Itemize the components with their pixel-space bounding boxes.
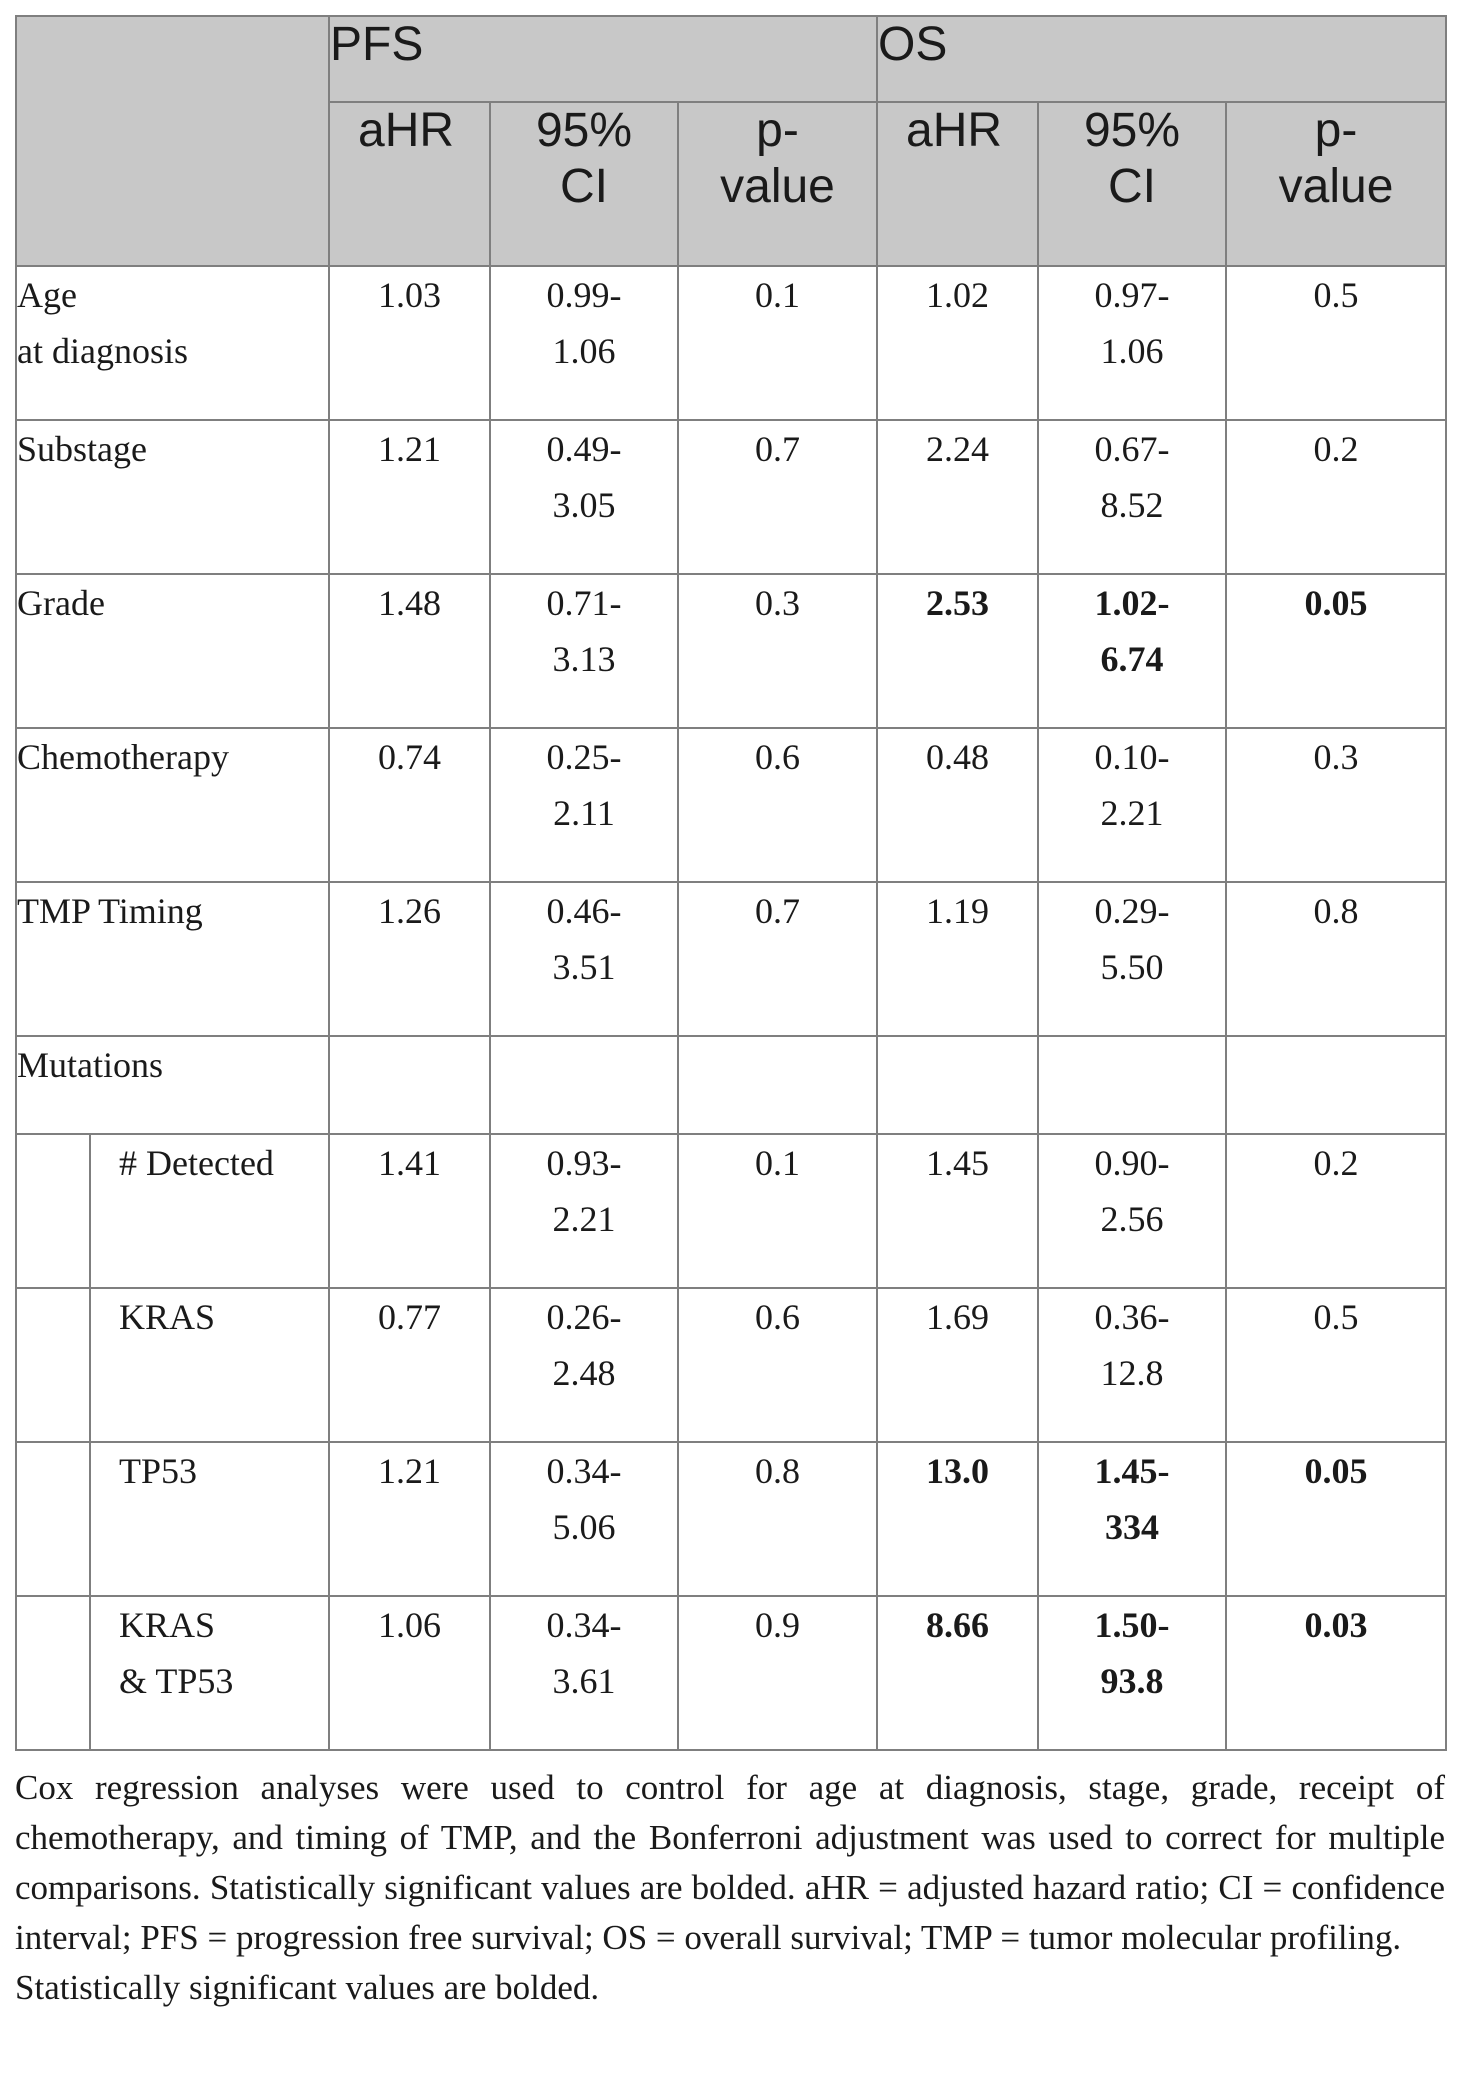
mutation-row-label (90, 1596, 329, 1750)
empty-cell (490, 1036, 678, 1134)
pfs-ahr-cell: 1.48 (329, 574, 490, 728)
pfs-p-cell: 0.7 (678, 420, 877, 574)
pfs-ci-cell-line2: 3.05 (552, 485, 616, 525)
mutation-table-row (16, 1442, 1446, 1596)
os-ci-cell-line1: 1.45- (1094, 1451, 1170, 1491)
pfs-ahr-cell: 1.21 (329, 1442, 490, 1596)
pfs-ci-cell-line2: 3.51 (552, 947, 616, 987)
indent-cell (16, 1134, 90, 1288)
pfs-ci-cell (490, 1442, 678, 1596)
mutation-row-label-line1: KRAS (119, 1605, 216, 1645)
os-p-cell: 0.2 (1226, 1134, 1446, 1288)
sub-header-2-line1: p- (756, 104, 799, 157)
empty-cell (329, 1036, 490, 1134)
row-label-line1: TMP Timing (17, 891, 203, 931)
mutation-row-label (90, 1288, 329, 1442)
os-ci-cell-line2: 2.21 (1100, 793, 1164, 833)
row-label (16, 882, 329, 1036)
sub-header-3-line1: aHR (906, 104, 1003, 157)
mutation-row-label (90, 1442, 329, 1596)
pfs-ci-cell-line2: 3.61 (552, 1661, 616, 1701)
indent-cell (16, 1596, 90, 1750)
mutations-section-row (16, 1036, 1446, 1134)
pfs-ahr-cell: 1.41 (329, 1134, 490, 1288)
pfs-ci-cell (490, 1288, 678, 1442)
sub-header-5-line2: value (1278, 160, 1394, 213)
os-p-cell: 0.5 (1226, 266, 1446, 420)
row-label (16, 266, 329, 420)
pfs-ci-cell-line1: 0.49- (546, 429, 622, 469)
sub-header-3 (877, 102, 1038, 266)
os-ci-cell-line1: 0.10- (1094, 737, 1170, 777)
os-ci-cell (1038, 420, 1226, 574)
pfs-ci-cell-line1: 0.46- (546, 891, 622, 931)
mutation-row-label-line1: KRAS (119, 1297, 216, 1337)
pfs-ahr-cell: 1.06 (329, 1596, 490, 1750)
os-ci-cell-line2: 1.06 (1100, 331, 1164, 371)
row-label (16, 420, 329, 574)
pfs-p-cell: 0.1 (678, 1134, 877, 1288)
pfs-ci-cell (490, 420, 678, 574)
pfs-ahr-cell: 0.74 (329, 728, 490, 882)
table-row (16, 266, 1446, 420)
os-ci-cell-line1: 0.97- (1094, 275, 1170, 315)
table-body (16, 266, 1446, 1750)
indent-cell (16, 1288, 90, 1442)
document (15, 15, 1445, 2013)
mutation-table-row (16, 1134, 1446, 1288)
pfs-ci-cell (490, 882, 678, 1036)
row-label-line1: Age (17, 275, 77, 315)
empty-cell (1226, 1036, 1446, 1134)
os-ci-cell (1038, 1442, 1226, 1596)
pfs-p-cell: 0.6 (678, 728, 877, 882)
results-table (15, 15, 1447, 1751)
footnote-text: Cox regression analyses were used to control for age at diagnosis, stage, grade, receipt of chemotherapy, and timing of TMP, and the Bonferroni adjustment was used to correct for multiple comparisons. Statistically significant values are bolded. aHR = adjusted hazard ratio; CI = confidence interval; PFS = progression free survival; OS = overall survival; TMP = tumor molecular profiling. (15, 1768, 1445, 1957)
os-ahr-cell: 13.0 (877, 1442, 1038, 1596)
group-header-row (16, 16, 1446, 102)
os-ahr-cell: 1.45 (877, 1134, 1038, 1288)
os-ci-cell-line2: 93.8 (1100, 1661, 1164, 1701)
os-p-cell: 0.5 (1226, 1288, 1446, 1442)
group-header-pfs: PFS (329, 16, 877, 102)
row-label (16, 728, 329, 882)
sub-header-4 (1038, 102, 1226, 266)
pfs-ci-cell (490, 1596, 678, 1750)
os-ci-cell-line1: 0.29- (1094, 891, 1170, 931)
os-ahr-cell: 1.19 (877, 882, 1038, 1036)
pfs-ci-cell (490, 1134, 678, 1288)
sub-header-2-line2: value (720, 160, 835, 213)
sub-header-5 (1226, 102, 1446, 266)
pfs-ahr-cell: 0.77 (329, 1288, 490, 1442)
pfs-p-cell: 0.9 (678, 1596, 877, 1750)
row-label (16, 574, 329, 728)
pfs-p-cell: 0.7 (678, 882, 877, 1036)
os-ahr-cell: 8.66 (877, 1596, 1038, 1750)
empty-cell (877, 1036, 1038, 1134)
mutation-row-label-line1: # Detected (119, 1143, 274, 1183)
pfs-p-cell: 0.6 (678, 1288, 877, 1442)
os-ahr-cell: 1.02 (877, 266, 1038, 420)
os-ci-cell-line1: 0.67- (1094, 429, 1170, 469)
mutation-row-label-line2: & TP53 (119, 1661, 234, 1701)
table-row (16, 574, 1446, 728)
os-ahr-cell: 1.69 (877, 1288, 1038, 1442)
pfs-ci-cell-line1: 0.34- (546, 1451, 622, 1491)
pfs-ci-cell-line1: 0.99- (546, 275, 622, 315)
table-row (16, 882, 1446, 1036)
sub-header-4-line2: CI (1108, 160, 1157, 213)
pfs-ci-cell (490, 728, 678, 882)
group-header-os: OS (877, 16, 1446, 102)
pfs-p-cell: 0.1 (678, 266, 877, 420)
os-ci-cell-line1: 0.36- (1094, 1297, 1170, 1337)
pfs-ci-cell (490, 266, 678, 420)
pfs-ci-cell-line1: 0.93- (546, 1143, 622, 1183)
os-ci-cell-line2: 5.50 (1100, 947, 1164, 987)
os-ci-cell (1038, 728, 1226, 882)
os-ci-cell (1038, 266, 1226, 420)
indent-cell (16, 1442, 90, 1596)
footnote-significance-note: Statistically significant values are bolded. (15, 1968, 600, 2007)
os-ci-cell (1038, 1134, 1226, 1288)
os-ci-cell-line1: 1.50- (1094, 1605, 1170, 1645)
os-p-cell: 0.8 (1226, 882, 1446, 1036)
os-p-cell: 0.05 (1226, 1442, 1446, 1596)
table-footnote (15, 1763, 1445, 2013)
row-label-line1: Chemotherapy (17, 737, 229, 777)
os-ci-cell (1038, 882, 1226, 1036)
pfs-ci-cell-line1: 0.26- (546, 1297, 622, 1337)
pfs-ci-cell-line2: 1.06 (552, 331, 616, 371)
table-row (16, 420, 1446, 574)
row-label-line1: Substage (17, 429, 147, 469)
pfs-p-cell: 0.3 (678, 574, 877, 728)
pfs-ci-cell-line1: 0.34- (546, 1605, 622, 1645)
pfs-ci-cell-line2: 3.13 (552, 639, 616, 679)
os-ci-cell (1038, 1288, 1226, 1442)
pfs-ci-cell-line2: 5.06 (552, 1507, 616, 1547)
os-ahr-cell: 0.48 (877, 728, 1038, 882)
pfs-ahr-cell: 1.26 (329, 882, 490, 1036)
os-p-cell: 0.2 (1226, 420, 1446, 574)
os-ci-cell-line2: 334 (1105, 1507, 1160, 1547)
os-ci-cell (1038, 574, 1226, 728)
mutations-section-label: Mutations (16, 1036, 329, 1134)
pfs-ahr-cell: 1.03 (329, 266, 490, 420)
os-ci-cell-line1: 1.02- (1094, 583, 1170, 623)
os-ahr-cell: 2.53 (877, 574, 1038, 728)
row-label-line1: Grade (17, 583, 105, 623)
mutation-row-label-line1: TP53 (119, 1451, 198, 1491)
corner-header-cell (16, 16, 329, 266)
sub-header-0 (329, 102, 490, 266)
pfs-ci-cell-line1: 0.71- (546, 583, 622, 623)
table-row (16, 728, 1446, 882)
sub-header-5-line1: p- (1314, 104, 1358, 157)
os-ci-cell-line2: 2.56 (1100, 1199, 1164, 1239)
empty-cell (1038, 1036, 1226, 1134)
empty-cell (678, 1036, 877, 1134)
pfs-ci-cell-line2: 2.21 (552, 1199, 616, 1239)
os-p-cell: 0.3 (1226, 728, 1446, 882)
os-p-cell: 0.03 (1226, 1596, 1446, 1750)
os-ahr-cell: 2.24 (877, 420, 1038, 574)
mutation-row-label (90, 1134, 329, 1288)
pfs-ahr-cell: 1.21 (329, 420, 490, 574)
os-p-cell: 0.05 (1226, 574, 1446, 728)
os-ci-cell-line2: 6.74 (1100, 639, 1164, 679)
pfs-ci-cell (490, 574, 678, 728)
mutation-table-row (16, 1596, 1446, 1750)
pfs-ci-cell-line2: 2.48 (552, 1353, 616, 1393)
pfs-p-cell: 0.8 (678, 1442, 877, 1596)
os-ci-cell-line1: 0.90- (1094, 1143, 1170, 1183)
sub-header-1-line1: 95% (535, 104, 633, 157)
mutation-table-row (16, 1288, 1446, 1442)
sub-header-1 (490, 102, 678, 266)
os-ci-cell-line2: 12.8 (1100, 1353, 1164, 1393)
os-ci-cell (1038, 1596, 1226, 1750)
pfs-ci-cell-line2: 2.11 (553, 793, 615, 833)
sub-header-4-line1: 95% (1083, 104, 1181, 157)
sub-header-0-line1: aHR (358, 104, 455, 157)
sub-header-2 (678, 102, 877, 266)
os-ci-cell-line2: 8.52 (1100, 485, 1164, 525)
row-label-line2: at diagnosis (17, 331, 188, 371)
sub-header-1-line2: CI (560, 160, 608, 213)
pfs-ci-cell-line1: 0.25- (546, 737, 622, 777)
